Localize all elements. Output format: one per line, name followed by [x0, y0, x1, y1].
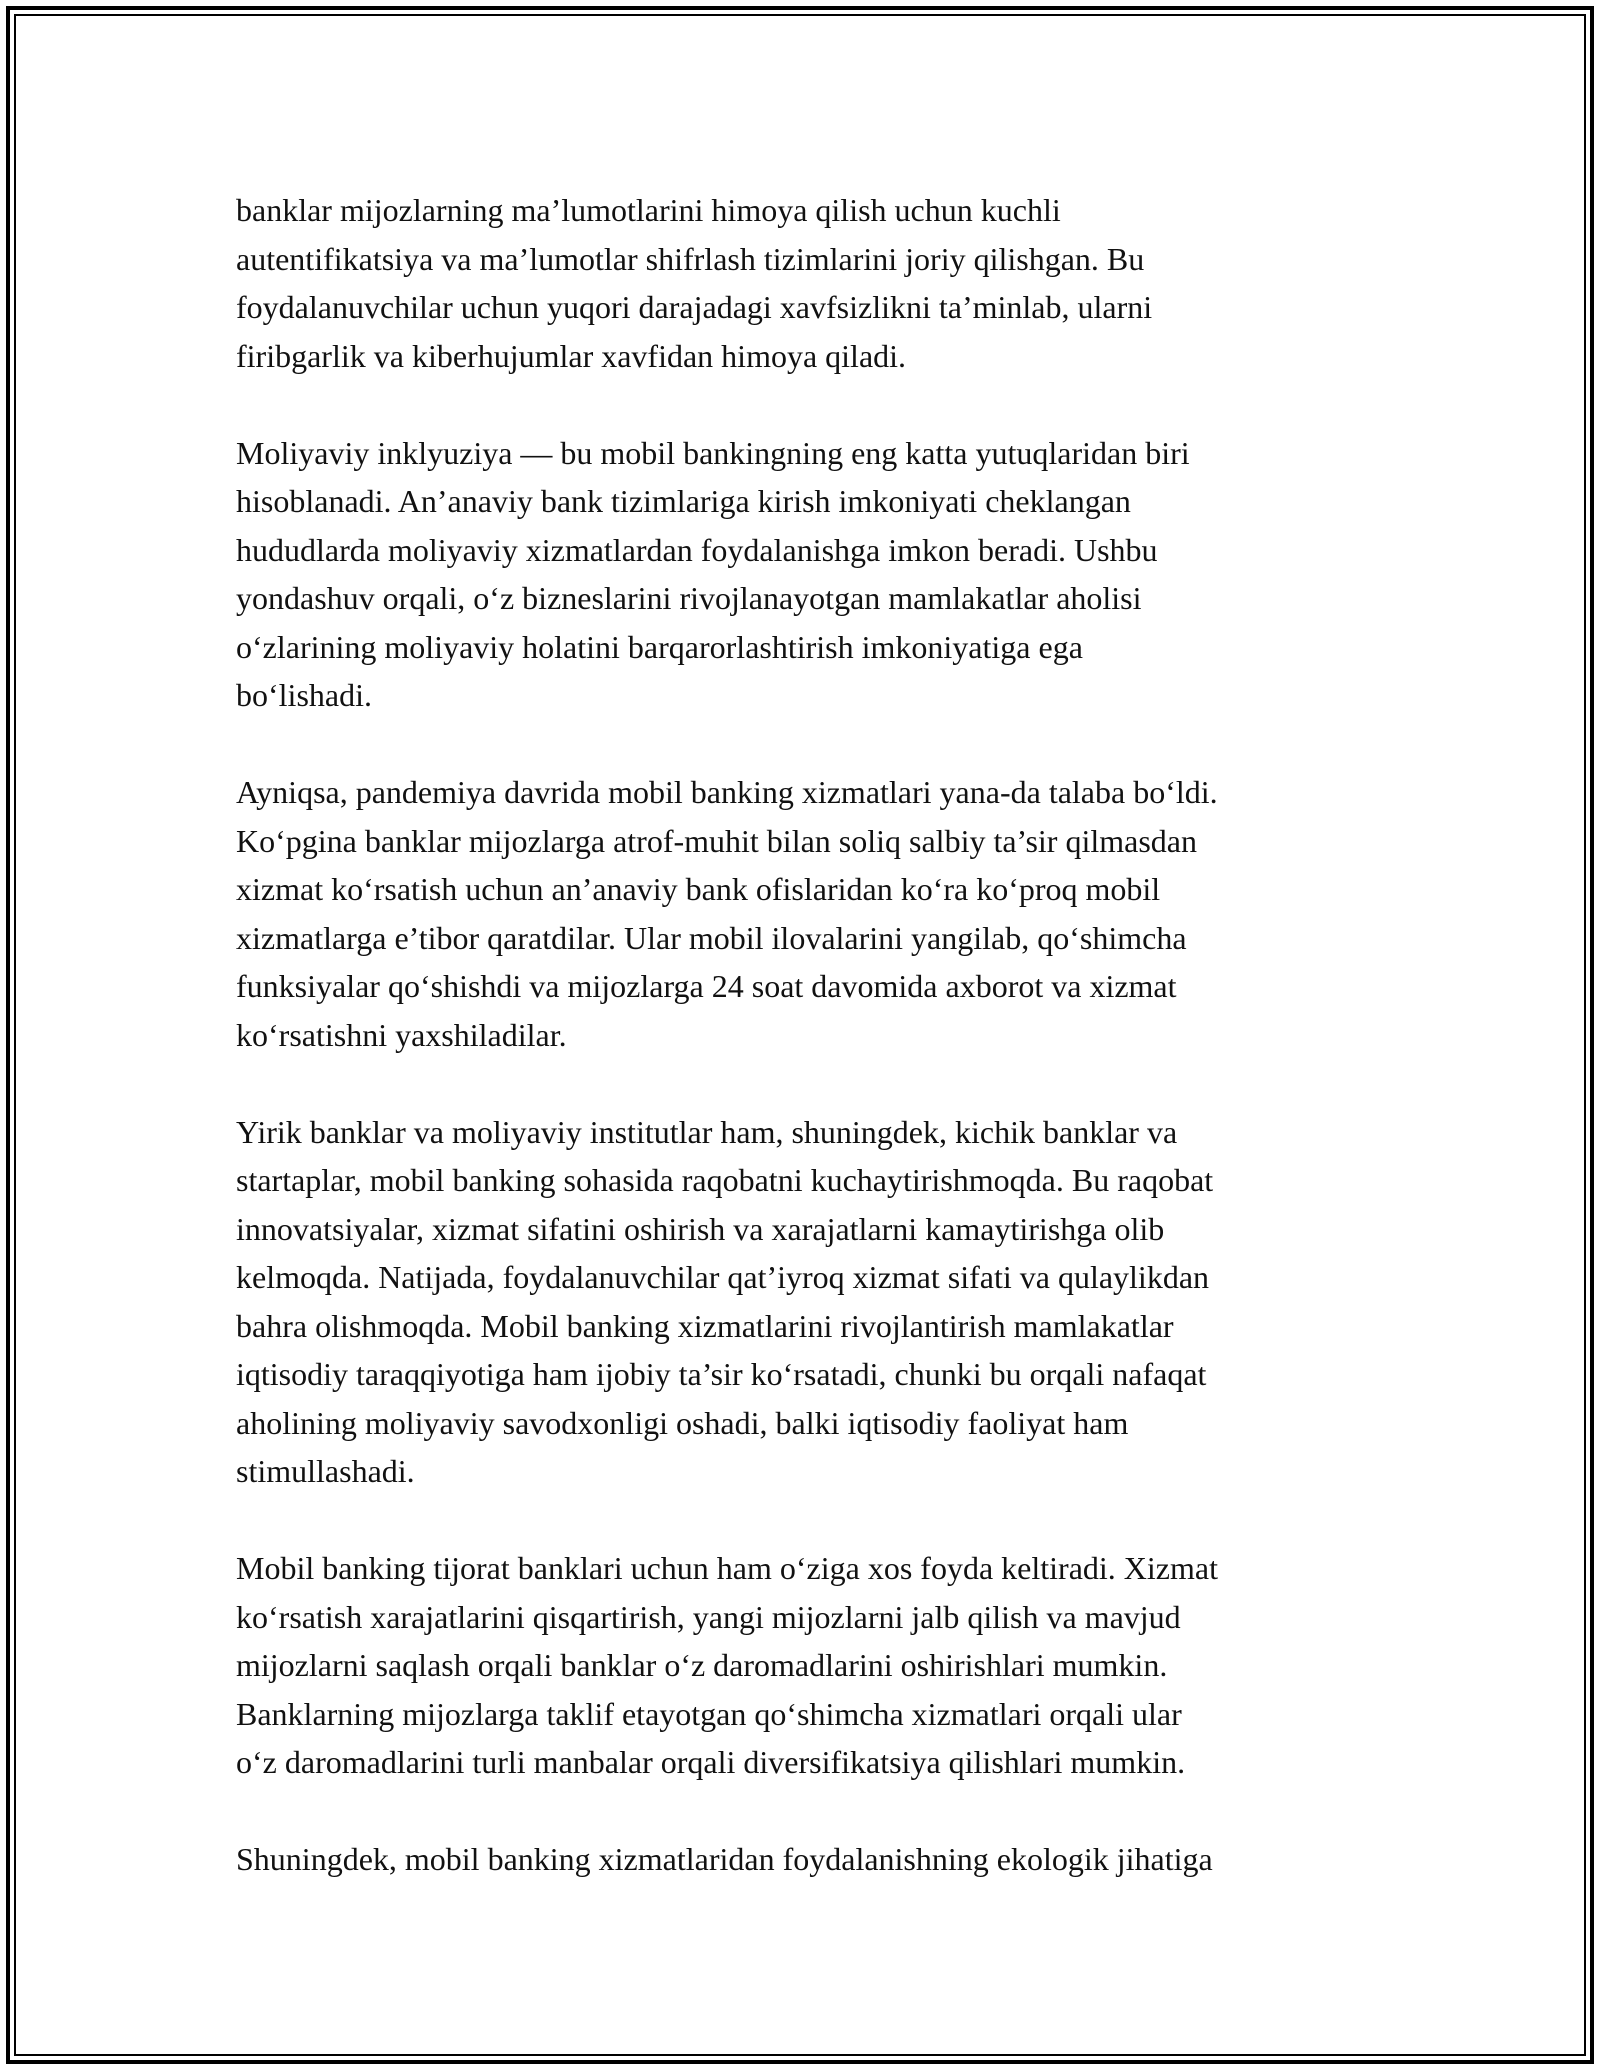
paragraph-financial-inclusion: Moliyaviy inklyuziya — bu mobil bankingning eng katta yutuqlaridan biri hisoblanadi. An’anaviy bank tizimlariga kirish imkoniyati cheklangan hududlarda moliyaviy xizmatlardan foydalanishga imkon beradi. Ushbu yondashuv orqali, o‘z bizneslarini rivojlanayotgan mamlakatlar aholisi o‘zlarining moliyaviy holatini barqarorlashtirish imkoniyatiga ega bo‘lishadi. — [236, 434, 1190, 713]
paragraph-competition: Yirik banklar va moliyaviy institutlar ham, shuningdek, kichik banklar va startaplar, mobil banking sohasida raqobatni kuchaytirishmoqda. Bu raqobat innovatsiyalar, xizmat sifatini oshirish va xarajatlarni kamaytirishga olib kelmoqda. Natijada, foydalanuvchilar qat’iyroq xizmat sifati va qulaylikdan bahra olishmoqda. Mobil banking xizmatlarini rivojlantirish mamlakatlar iqtisodiy taraqqiyotiga ham ijobiy ta’sir ko‘rsatadi, chunki bu orqali nafaqat aholining moliyaviy savodxonligi oshadi, balki iqtisodiy faoliyat ham stimullashadi. — [236, 1113, 1214, 1489]
paragraph-commercial-banks: Mobil banking tijorat banklari uchun ham o‘ziga xos foyda keltiradi. Xizmat ko‘rsatish xarajatlarini qisqartirish, yangi mijozlarni jalb qilish va mavjud mijozlarni saqlash orqali banklar o‘z daromadlarini oshirishlari mumkin. Banklarning mijozlarga taklif etayotgan qo‘shimcha xizmatlari orqali ular o‘z daromadlarini turli manbalar orqali diversifikatsiya qilishlari mumkin. — [236, 1550, 1218, 1780]
document-body — [236, 186, 1384, 1884]
paragraph-pandemic: Ayniqsa, pandemiya davrida mobil banking xizmatlari yana-da talaba bo‘ldi. Ko‘pgina banklar mijozlarga atrof-muhit bilan soliq salbiy ta’sir qilmasdan xizmat ko‘rsatish uchun an’anaviy bank ofislaridan ko‘ra ko‘proq mobil xizmatlarga e’tibor qaratdilar. Ular mobil ilovalarini yangilab, qo‘shimcha funksiyalar qo‘shishdi va mijozlarga 24 soat davomida axborot va xizmat ko‘rsatishni yaxshiladilar. — [236, 774, 1218, 1053]
paragraph-security: banklar mijozlarning ma’lumotlarini himoya qilish uchun kuchli autentifikatsiya va ma’lumotlar shifrlash tizimlarini joriy qilishgan. Bu foydalanuvchilar uchun yuqori darajadagi xavfsizlikni ta’minlab, ularni firibgarlik va kiberhujumlar xavfidan himoya qiladi. — [236, 192, 1153, 374]
paragraph-ecological: Shuningdek, mobil banking xizmatlaridan foydalanishning ekologik jihatiga — [236, 1841, 1213, 1877]
